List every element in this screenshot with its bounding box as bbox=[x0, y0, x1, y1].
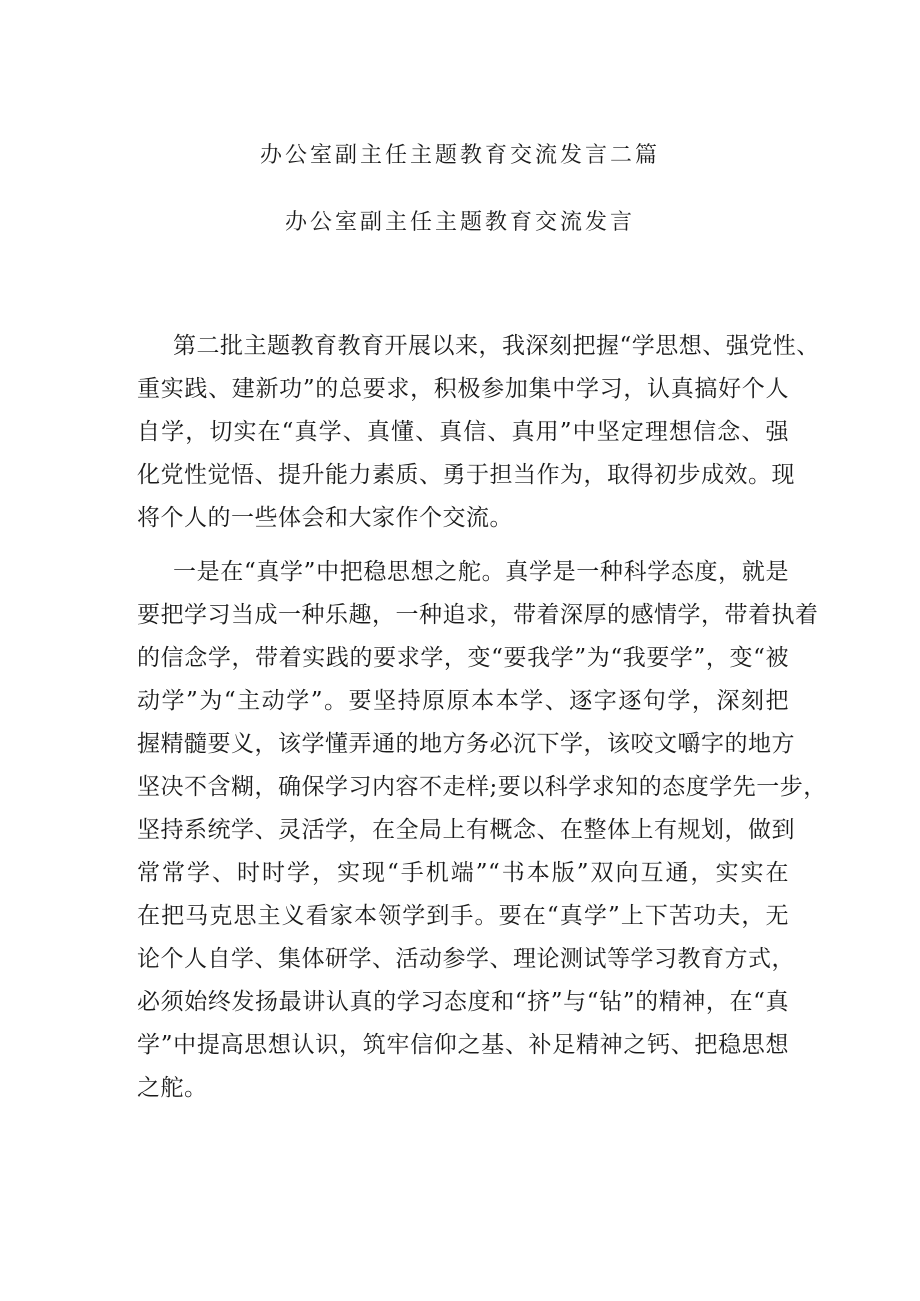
paragraph-line: 一是在“真学”中把稳思想之舵。真学是一种科学态度，就是 bbox=[173, 559, 789, 585]
paragraph-line: 自学，切实在“真学、真懂、真信、真用”中坚定理想信念、强 bbox=[137, 419, 789, 445]
paragraph-line: 的信念学，带着实践的要求学，变“要我学”为“我要学”，变“被 bbox=[137, 645, 789, 671]
paragraph-line: 在把马克思主义看家本领学到手。要在“真学”上下苦功夫，无 bbox=[137, 903, 789, 929]
paragraph-line: 重实践、建新功”的总要求，积极参加集中学习，认真搞好个人 bbox=[137, 376, 789, 402]
paragraph-gap bbox=[137, 543, 789, 554]
paragraph-line: 之舵。 bbox=[137, 1075, 208, 1101]
paragraph-line: 坚决不含糊，确保学习内容不走样;要以科学求知的态度学先一步， bbox=[137, 774, 827, 800]
paragraph-line: 论个人自学、集体研学、活动参学、理论测试等学习教育方式， bbox=[137, 946, 795, 972]
document-body bbox=[137, 328, 827, 1113]
paragraph-line: 必须始终发扬最讲认真的学习态度和“挤”与“钻”的精神，在“真 bbox=[137, 989, 789, 1015]
paragraph-line: 学”中提高思想认识，筑牢信仰之基、补足精神之钙、把稳思想 bbox=[137, 1032, 789, 1058]
paragraph-intro bbox=[137, 328, 820, 543]
paragraph-line: 要把学习当成一种乐趣，一种追求，带着深厚的感情学，带着执着 bbox=[137, 602, 819, 628]
paragraph-line: 常常学、时时学，实现“手机端”“书本版”双向互通，实实在 bbox=[137, 860, 789, 886]
document-subtitle: 办公室副主任主题教育交流发言 bbox=[284, 210, 635, 235]
paragraph-line: 第二批主题教育教育开展以来，我深刻把握“学思想、强党性、 bbox=[173, 333, 820, 359]
paragraph-line: 将个人的一些体会和大家作个交流。 bbox=[137, 505, 513, 531]
paragraph-line: 化党性觉悟、提升能力素质、勇于担当作为，取得初步成效。现 bbox=[137, 462, 795, 488]
paragraph-line: 坚持系统学、灵活学，在全局上有概念、在整体上有规划，做到 bbox=[137, 817, 795, 843]
paragraph-true-learning bbox=[137, 554, 827, 1113]
document-title: 办公室副主任主题教育交流发言二篇 bbox=[259, 143, 660, 168]
paragraph-line: 握精髓要义，该学懂弄通的地方务必沉下学，该咬文嚼字的地方 bbox=[137, 731, 795, 757]
paragraph-line: 动学”为“主动学”。要坚持原原本本学、逐字逐句学，深刻把 bbox=[137, 688, 789, 714]
